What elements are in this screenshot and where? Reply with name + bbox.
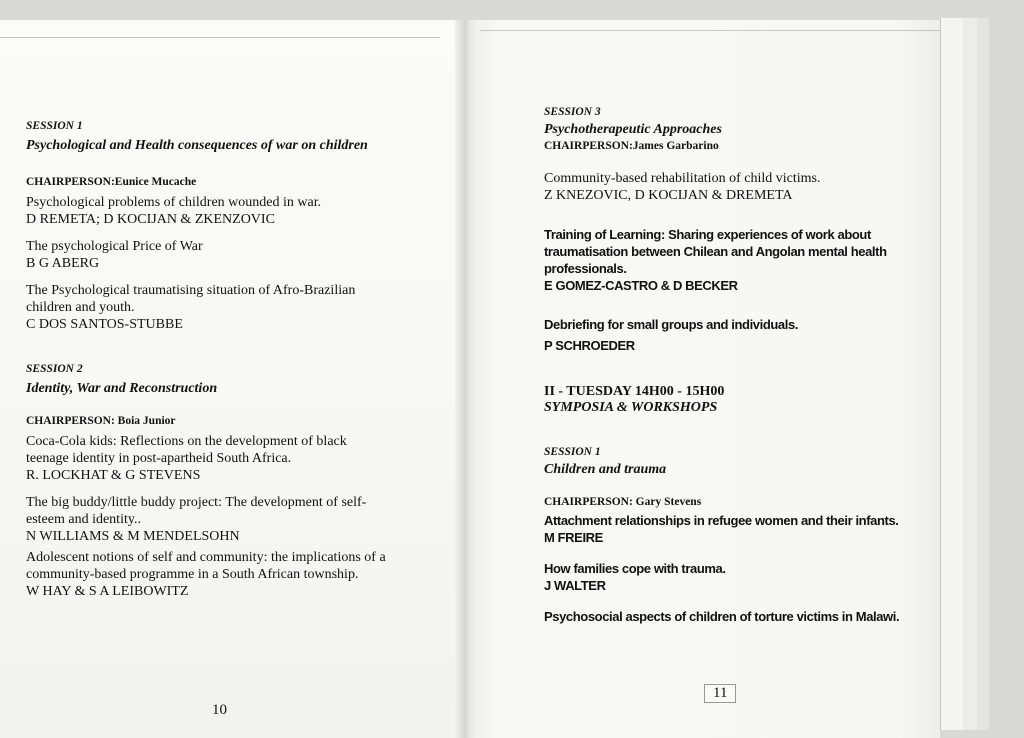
page-number: 10 <box>212 702 227 718</box>
paper-authors: B G ABERG <box>26 256 100 271</box>
session-label: SESSION 2 <box>26 363 83 375</box>
session-label: SESSION 3 <box>544 106 601 118</box>
paper-authors: D REMETA; D KOCIJAN & ZKENZOVIC <box>26 212 275 227</box>
paper-title: Community-based rehabilitation of child victims. <box>544 171 821 186</box>
chairperson: CHAIRPERSON: Boia Junior <box>26 415 176 427</box>
chairperson: CHAIRPERSON:Eunice Mucache <box>26 176 197 188</box>
divider <box>0 37 440 38</box>
day-time: II - TUESDAY 14H00 - 15H00 <box>544 384 725 399</box>
paper-entry <box>544 512 934 546</box>
paper-entry <box>26 282 386 333</box>
paper-entry <box>26 549 412 600</box>
session-heading: Psychological and Health consequences of war on children <box>26 138 368 153</box>
session-heading: Psychotherapeutic Approaches <box>544 122 722 137</box>
paper-authors: J WALTER <box>544 578 606 593</box>
paper-title: The big buddy/little buddy project: The development of self-esteem and identity.. <box>26 495 367 527</box>
chairperson: CHAIRPERSON: Gary Stevens <box>544 496 702 508</box>
paper-title: Adolescent notions of self and community: the implications of a community-based programme in a South African township. <box>26 550 386 582</box>
day-heading <box>544 384 934 416</box>
paper-entry <box>26 194 446 228</box>
paper-entry <box>544 170 934 204</box>
paper-title: The psychological Price of War <box>26 239 203 254</box>
page-edge <box>962 18 977 730</box>
session-label: SESSION 1 <box>544 446 601 458</box>
right-page-content <box>544 106 934 625</box>
divider <box>480 30 940 31</box>
paper-authors: M FREIRE <box>544 530 603 545</box>
paper-title: Debriefing for small groups and individuals. <box>544 317 798 332</box>
paper-entry <box>544 608 934 625</box>
paper-title: Psychological problems of children wounded in war. <box>26 195 322 210</box>
paper-authors: E GOMEZ-CASTRO & D BECKER <box>544 278 738 293</box>
page-edge <box>976 18 989 730</box>
paper-title: Coca-Cola kids: Reflections on the development of black teenage identity in post-apartheid South Africa. <box>26 434 347 466</box>
paper-authors: R. LOCKHAT & G STEVENS <box>26 468 201 483</box>
session-heading: Children and trauma <box>544 462 667 477</box>
day-subtitle: SYMPOSIA & WORKSHOPS <box>544 400 718 415</box>
session-heading: Identity, War and Reconstruction <box>26 381 218 396</box>
paper-entry <box>544 560 934 594</box>
paper-entry <box>544 316 934 354</box>
chairperson: CHAIRPERSON:James Garbarino <box>544 140 719 152</box>
paper-authors: P SCHROEDER <box>544 338 635 353</box>
paper-entry <box>544 226 934 294</box>
paper-authors: N WILLIAMS & M MENDELSOHN <box>26 529 240 544</box>
session-label: SESSION 1 <box>26 120 83 132</box>
paper-title: How families cope with trauma. <box>544 561 726 576</box>
page-number: 11 <box>704 684 736 703</box>
paper-authors: W HAY & S A LEIBOWITZ <box>26 584 189 599</box>
page-edge <box>940 18 963 730</box>
paper-title: Training of Learning: Sharing experiences of work about traumatisation between Chilean and Angolan mental health professionals. <box>544 227 887 276</box>
paper-entry <box>26 433 386 484</box>
book-gutter <box>455 20 477 738</box>
paper-authors: C DOS SANTOS-STUBBE <box>26 317 183 332</box>
paper-title: The Psychological traumatising situation of Afro-Brazilian children and youth. <box>26 283 356 315</box>
paper-title: Psychosocial aspects of children of torture victims in Malawi. <box>544 609 900 624</box>
paper-authors: Z KNEZOVIC, D KOCIJAN & DREMETA <box>544 188 793 203</box>
paper-entry <box>26 494 398 545</box>
paper-title: Attachment relationships in refugee women and their infants. <box>544 513 899 528</box>
paper-entry <box>26 238 446 272</box>
left-page-content <box>26 120 446 600</box>
